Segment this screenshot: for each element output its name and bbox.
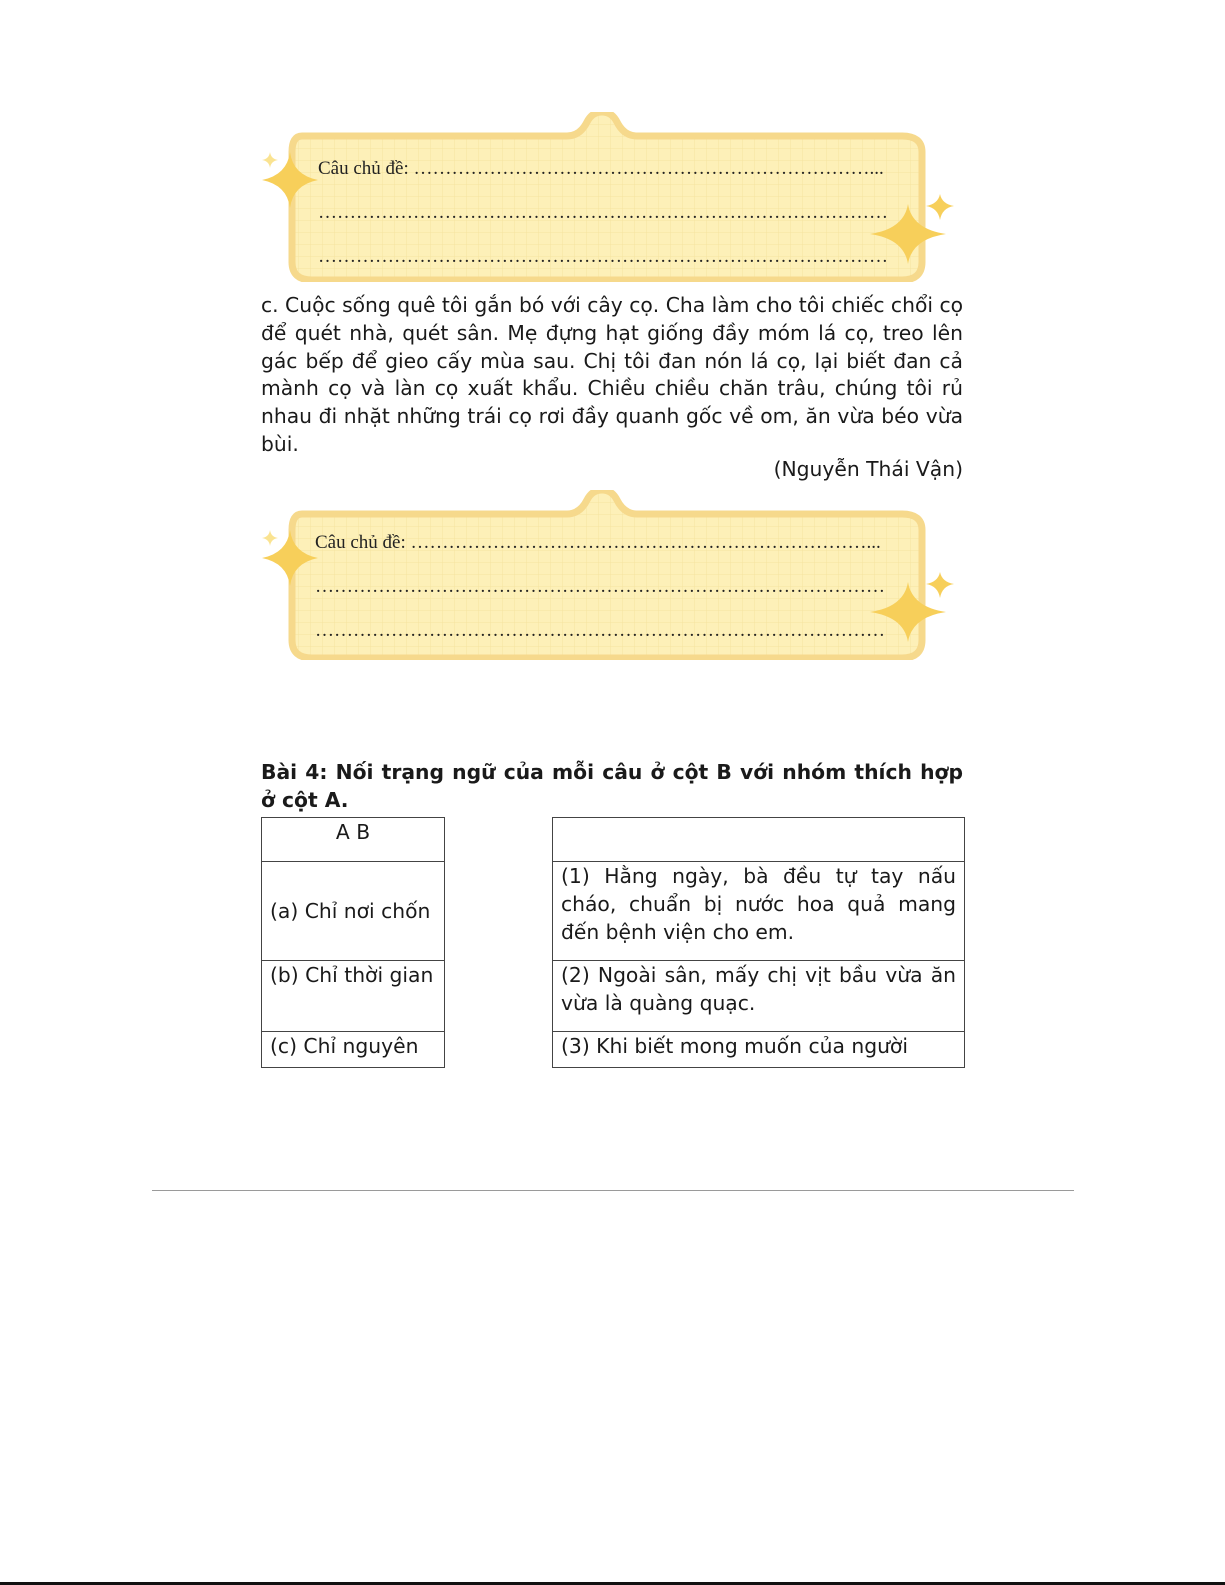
column-a-row: (b) Chỉ thời gian <box>262 961 445 1032</box>
topic-sentence-line: Câu chủ đề: ………………………………………………………………... <box>318 158 884 179</box>
column-b-row: (2) Ngoài sân, mấy chị vịt bầu vừa ăn vừa là quàng quạc. <box>553 961 965 1032</box>
topic-sentence-lines <box>318 154 908 286</box>
answer-line: ……………………………………………………………………………… <box>315 620 885 641</box>
star-icon <box>260 528 320 588</box>
column-b-table <box>552 817 965 1068</box>
column-a-table <box>261 817 445 1068</box>
column-b-header <box>553 818 965 862</box>
column-b-row: (3) Khi biết mong muốn của người <box>553 1032 965 1068</box>
page-divider <box>152 1190 1074 1191</box>
answer-line: ……………………………………………………………………………… <box>315 576 885 597</box>
topic-sentence-lines <box>315 528 905 660</box>
exercise-4-heading: Bài 4: Nối trạng ngữ của mỗi câu ở cột B với nhóm thích hợp ở cột A. <box>261 760 963 812</box>
answer-line: ……………………………………………………………………………… <box>318 202 888 223</box>
topic-sentence-line: Câu chủ đề: ………………………………………………………………... <box>315 532 881 553</box>
topic-sentence-box-2 <box>262 490 962 660</box>
star-icon <box>260 150 320 210</box>
answer-line: ……………………………………………………………………………… <box>318 246 888 267</box>
topic-sentence-box-1 <box>262 112 962 282</box>
source-attribution: (Nguyễn Thái Vận) <box>773 457 963 481</box>
paragraph-c: c. Cuộc sống quê tôi gắn bó với cây cọ. Cha làm cho tôi chiếc chổi cọ để quét nhà, quét sân. Mẹ đựng hạt giống đầy móm lá cọ, treo lên gác bếp để gieo cấy mùa sau. Chị tôi đan nón lá cọ, lại biết đan cả mành cọ và làn cọ xuất khẩu. Chiều chiều chăn trâu, chúng tôi rủ nhau đi nhặt những trái cọ rơi đầy quanh gốc về om, ăn vừa béo vừa bùi. <box>261 293 963 456</box>
column-b-row: (1) Hằng ngày, bà đều tự tay nấu cháo, chuẩn bị nước hoa quả mang đến bệnh viện cho em. <box>553 862 965 961</box>
column-a-header: A B <box>262 818 445 862</box>
column-a-row: (a) Chỉ nơi chốn <box>262 862 445 961</box>
column-a-row: (c) Chỉ nguyên <box>262 1032 445 1068</box>
